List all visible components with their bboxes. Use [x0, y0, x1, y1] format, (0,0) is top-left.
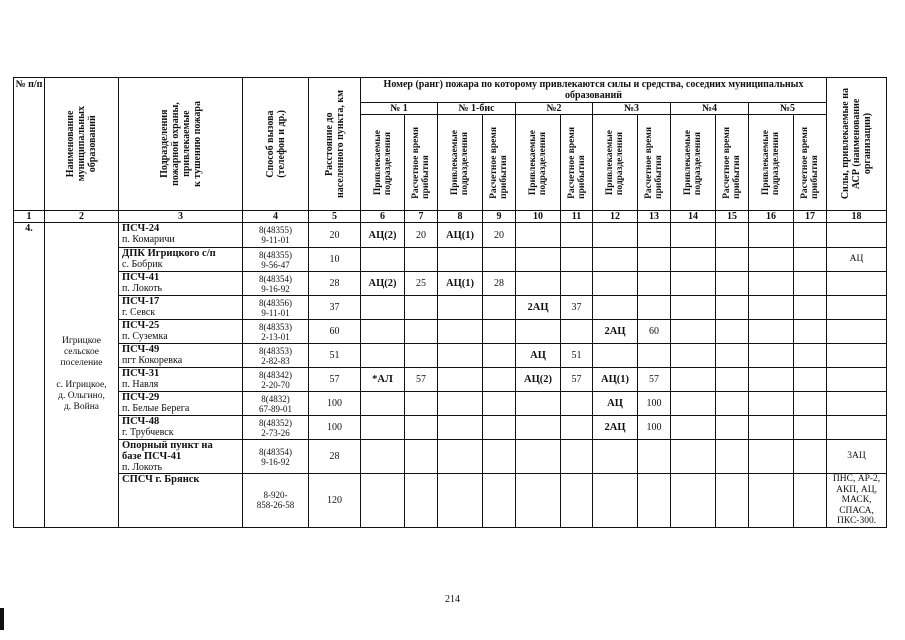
scan-edge-mark: [0, 608, 4, 630]
fire-unit-cell: [119, 248, 243, 272]
arrival-time: [561, 474, 593, 528]
fire-unit-place: п. Белые Берега: [122, 403, 190, 414]
arrival-time: [716, 440, 749, 474]
arrival-time: [561, 440, 593, 474]
assigned-units: [749, 223, 794, 248]
arrival-time: [794, 440, 827, 474]
assigned-units: [438, 392, 483, 416]
arrival-time: [638, 296, 671, 320]
assigned-units: [749, 320, 794, 344]
assigned-units: [361, 248, 405, 272]
header-rank-2: № 1-бис: [438, 103, 516, 115]
arrival-time: [716, 320, 749, 344]
arrival-time: [716, 223, 749, 248]
assigned-units: АЦ: [593, 392, 638, 416]
arrival-time: [561, 223, 593, 248]
header-sub-units: Привлекаемые подразделения: [438, 115, 483, 211]
arrival-time: [561, 272, 593, 296]
assigned-units: [516, 320, 561, 344]
asr-forces: [827, 368, 887, 392]
assigned-units: [749, 248, 794, 272]
fire-unit-name: ПСЧ-29: [122, 392, 160, 403]
arrival-time: [716, 344, 749, 368]
assigned-units: [361, 320, 405, 344]
arrival-time: [794, 392, 827, 416]
distance-km: 60: [309, 320, 361, 344]
arrival-time: [483, 368, 516, 392]
table-row: [14, 368, 887, 392]
header-sub-arrival-time: Расчетное время прибытия: [794, 115, 827, 211]
column-number: 14: [671, 211, 716, 223]
column-number: 11: [561, 211, 593, 223]
fire-unit-cell: [119, 416, 243, 440]
column-number: 3: [119, 211, 243, 223]
assigned-units: [361, 392, 405, 416]
distance-km: 100: [309, 392, 361, 416]
fire-unit-cell: [119, 368, 243, 392]
header-sub-arrival-time: Расчетное время прибытия: [716, 115, 749, 211]
assigned-units: [671, 392, 716, 416]
column-number: 16: [749, 211, 794, 223]
assigned-units: [671, 320, 716, 344]
arrival-time: 20: [405, 223, 438, 248]
assigned-units: [516, 416, 561, 440]
assigned-units: [671, 440, 716, 474]
assigned-units: 2АЦ: [593, 416, 638, 440]
arrival-time: [638, 272, 671, 296]
arrival-time: [716, 296, 749, 320]
arrival-time: [716, 416, 749, 440]
arrival-time: [405, 344, 438, 368]
call-phone: 8(48342) 2-20-70: [243, 368, 309, 392]
table-row: [14, 440, 887, 474]
fire-unit-name: ПСЧ-48: [122, 416, 160, 427]
arrival-time: [483, 474, 516, 528]
assigned-units: [671, 474, 716, 528]
arrival-time: [794, 320, 827, 344]
assigned-units: [593, 296, 638, 320]
assigned-units: *АЛ: [361, 368, 405, 392]
distance-km: 37: [309, 296, 361, 320]
assigned-units: [438, 320, 483, 344]
municipality-name: Игрицкое сельское поселение: [60, 336, 103, 369]
asr-forces: АЦ: [827, 248, 887, 272]
assigned-units: [749, 368, 794, 392]
assigned-units: [516, 223, 561, 248]
fire-unit-name: ДПК Игрицкого с/п: [122, 248, 216, 259]
fire-unit-cell: [119, 344, 243, 368]
assigned-units: АЦ(1): [593, 368, 638, 392]
arrival-time: [794, 248, 827, 272]
arrival-time: [638, 440, 671, 474]
distance-km: 120: [309, 474, 361, 528]
assigned-units: [361, 474, 405, 528]
assigned-units: [593, 272, 638, 296]
arrival-time: [794, 474, 827, 528]
arrival-time: 57: [405, 368, 438, 392]
assigned-units: [671, 416, 716, 440]
arrival-time: [716, 248, 749, 272]
arrival-time: 100: [638, 416, 671, 440]
assigned-units: [749, 272, 794, 296]
row-number: 4.: [14, 223, 45, 528]
assigned-units: [438, 416, 483, 440]
fire-unit-cell: [119, 272, 243, 296]
arrival-time: [794, 344, 827, 368]
assigned-units: [516, 272, 561, 296]
arrival-time: [405, 296, 438, 320]
arrival-time: 57: [561, 368, 593, 392]
asr-forces: [827, 272, 887, 296]
fire-unit-place: г. Севск: [122, 307, 156, 318]
arrival-time: [483, 416, 516, 440]
arrival-time: 28: [483, 272, 516, 296]
column-number: 1: [14, 211, 45, 223]
header-call-method: Способ вызова (телефон и др.): [243, 78, 309, 211]
arrival-time: 51: [561, 344, 593, 368]
arrival-time: [561, 248, 593, 272]
call-phone: 8(48356) 9-11-01: [243, 296, 309, 320]
arrival-time: 37: [561, 296, 593, 320]
assigned-units: [593, 344, 638, 368]
assigned-units: [749, 416, 794, 440]
fire-unit-place: п. Локоть: [122, 283, 163, 294]
assigned-units: [593, 474, 638, 528]
arrival-time: [716, 272, 749, 296]
arrival-time: 20: [483, 223, 516, 248]
assigned-units: [361, 416, 405, 440]
fire-unit-place: п. Суземка: [122, 331, 168, 342]
arrival-time: [638, 344, 671, 368]
assigned-units: [671, 248, 716, 272]
arrival-time: [405, 440, 438, 474]
header-sub-arrival-time: Расчетное время прибытия: [638, 115, 671, 211]
arrival-time: [794, 272, 827, 296]
assigned-units: АЦ(2): [516, 368, 561, 392]
assigned-units: [361, 296, 405, 320]
column-number: 15: [716, 211, 749, 223]
asr-forces: [827, 223, 887, 248]
fire-unit-name: ПСЧ-41: [122, 272, 160, 283]
table-row: [14, 416, 887, 440]
assigned-units: [593, 440, 638, 474]
fire-unit-name: ПСЧ-24: [122, 223, 160, 234]
asr-forces: 3АЦ: [827, 440, 887, 474]
call-phone: 8(48354) 9-16-92: [243, 272, 309, 296]
arrival-time: [405, 248, 438, 272]
assigned-units: 2АЦ: [593, 320, 638, 344]
table-row: [14, 474, 887, 528]
assigned-units: [438, 296, 483, 320]
header-rank-5: №4: [671, 103, 749, 115]
distance-km: 28: [309, 272, 361, 296]
header-sub-arrival-time: Расчетное время прибытия: [561, 115, 593, 211]
arrival-time: [405, 416, 438, 440]
arrival-time: [716, 392, 749, 416]
municipality-cell: [45, 223, 119, 528]
fire-unit-place: г. Трубчевск: [122, 427, 174, 438]
arrival-time: [483, 248, 516, 272]
fire-unit-name: Опорный пункт на базе ПСЧ-41: [122, 440, 213, 462]
header-rank-1: № 1: [361, 103, 438, 115]
fire-unit-name: ПСЧ-49: [122, 344, 160, 355]
call-phone: 8(4832) 67-89-01: [243, 392, 309, 416]
fire-unit-cell: [119, 320, 243, 344]
assigned-units: [516, 248, 561, 272]
call-phone: 8(48354) 9-16-92: [243, 440, 309, 474]
arrival-time: [561, 392, 593, 416]
fire-unit-place: п. Комаричи: [122, 234, 175, 245]
arrival-time: 60: [638, 320, 671, 344]
assigned-units: [671, 272, 716, 296]
distance-km: 57: [309, 368, 361, 392]
assigned-units: [671, 344, 716, 368]
fire-unit-place: п. Локоть: [122, 462, 163, 473]
assigned-units: [749, 474, 794, 528]
column-number: 13: [638, 211, 671, 223]
arrival-time: [794, 368, 827, 392]
header-sub-units: Привлекаемые подразделения: [671, 115, 716, 211]
assigned-units: [593, 223, 638, 248]
table-row: [14, 296, 887, 320]
header-rank-6: №5: [749, 103, 827, 115]
call-phone: 8(48355) 9-11-01: [243, 223, 309, 248]
arrival-time: [405, 474, 438, 528]
fire-unit-name: СПСЧ г. Брянск: [122, 474, 200, 485]
arrival-time: [716, 368, 749, 392]
assigned-units: [516, 474, 561, 528]
arrival-time: [638, 223, 671, 248]
fire-unit-name: ПСЧ-31: [122, 368, 160, 379]
table-row: [14, 320, 887, 344]
table-row: [14, 392, 887, 416]
assigned-units: [438, 474, 483, 528]
column-number: 2: [45, 211, 119, 223]
asr-forces: [827, 392, 887, 416]
fire-unit-cell: [119, 223, 243, 248]
assigned-units: [438, 344, 483, 368]
table-row: [14, 248, 887, 272]
page-number: 214: [445, 594, 460, 605]
asr-forces: [827, 416, 887, 440]
column-number: 7: [405, 211, 438, 223]
assigned-units: [593, 248, 638, 272]
header-rank-4: №3: [593, 103, 671, 115]
column-number: 4: [243, 211, 309, 223]
call-phone: 8-920- 858-26-58: [243, 474, 309, 528]
column-number: 9: [483, 211, 516, 223]
distance-km: 20: [309, 223, 361, 248]
assigned-units: АЦ(1): [438, 223, 483, 248]
arrival-time: [638, 248, 671, 272]
header-rank-3: №2: [516, 103, 593, 115]
distance-km: 51: [309, 344, 361, 368]
header-sub-units: Привлекаемые подразделения: [361, 115, 405, 211]
header-sub-arrival-time: Расчетное время прибытия: [483, 115, 516, 211]
table-row: [14, 223, 887, 248]
assigned-units: [516, 440, 561, 474]
arrival-time: [561, 416, 593, 440]
arrival-time: [405, 392, 438, 416]
column-number: 8: [438, 211, 483, 223]
table-row: [14, 344, 887, 368]
fire-unit-place: с. Бобрик: [122, 259, 163, 270]
column-number: 18: [827, 211, 887, 223]
arrival-time: [794, 223, 827, 248]
assigned-units: [749, 392, 794, 416]
column-number: 5: [309, 211, 361, 223]
distance-km: 100: [309, 416, 361, 440]
header-municipality: Наименование муниципальных образований: [45, 78, 119, 211]
arrival-time: [561, 320, 593, 344]
fire-unit-place: п. Навля: [122, 379, 159, 390]
arrival-time: [405, 320, 438, 344]
assigned-units: [749, 440, 794, 474]
fire-unit-place: пгт Кокоревка: [122, 355, 183, 366]
header-sub-units: Привлекаемые подразделения: [516, 115, 561, 211]
column-number: 6: [361, 211, 405, 223]
arrival-time: [638, 474, 671, 528]
call-phone: 8(48353) 2-82-83: [243, 344, 309, 368]
assigned-units: АЦ(2): [361, 223, 405, 248]
call-phone: 8(48355) 9-56-47: [243, 248, 309, 272]
call-phone: 8(48352) 2-73-26: [243, 416, 309, 440]
asr-forces: [827, 344, 887, 368]
distance-km: 10: [309, 248, 361, 272]
arrival-time: [794, 296, 827, 320]
header-row-number: № п/п: [14, 78, 45, 211]
header-asr-forces: Силы, привлекаемые на АСР (наименование организации): [827, 78, 887, 211]
assigned-units: [671, 368, 716, 392]
arrival-time: [483, 296, 516, 320]
assigned-units: [749, 296, 794, 320]
fire-unit-cell: [119, 440, 243, 474]
assigned-units: [671, 223, 716, 248]
assigned-units: [438, 248, 483, 272]
arrival-time: 100: [638, 392, 671, 416]
call-phone: 8(48353) 2-13-01: [243, 320, 309, 344]
column-number: 17: [794, 211, 827, 223]
header-sub-units: Привлекаемые подразделения: [593, 115, 638, 211]
fire-unit-cell: [119, 392, 243, 416]
municipality-settlements: с. Игрицкое, д. Ольгино, д. Война: [56, 380, 107, 413]
header-distance: Расстояние до населенного пункта, км: [309, 78, 361, 211]
header-sub-arrival-time: Расчетное время прибытия: [405, 115, 438, 211]
assigned-units: [438, 440, 483, 474]
distance-km: 28: [309, 440, 361, 474]
assigned-units: [516, 392, 561, 416]
table-row: [14, 272, 887, 296]
assigned-units: 2АЦ: [516, 296, 561, 320]
header-sub-units: Привлекаемые подразделения: [749, 115, 794, 211]
arrival-time: 25: [405, 272, 438, 296]
assigned-units: АЦ(2): [361, 272, 405, 296]
fire-unit-name: ПСЧ-25: [122, 320, 160, 331]
assigned-units: АЦ(1): [438, 272, 483, 296]
arrival-time: [483, 344, 516, 368]
asr-forces: [827, 320, 887, 344]
header-rank-group: Номер (ранг) пожара по которому привлекаются силы и средства, соседних муниципальных образований: [361, 78, 827, 103]
assigned-units: [438, 368, 483, 392]
assigned-units: АЦ: [516, 344, 561, 368]
asr-forces: [827, 296, 887, 320]
column-number: 10: [516, 211, 561, 223]
fire-unit-name: ПСЧ-17: [122, 296, 160, 307]
assigned-units: [749, 344, 794, 368]
arrival-time: [483, 320, 516, 344]
arrival-time: [483, 392, 516, 416]
column-number: 12: [593, 211, 638, 223]
arrival-time: 57: [638, 368, 671, 392]
arrival-time: [794, 416, 827, 440]
header-fire-units: Подразделения пожарной охраны, привлекаемые к тушению пожара: [119, 78, 243, 211]
fire-unit-cell: [119, 474, 243, 528]
assigned-units: [671, 296, 716, 320]
arrival-time: [716, 474, 749, 528]
asr-forces: ПНС, АР-2, АКП, АЦ, МАСК, СПАСА, ПКС-300.: [827, 474, 887, 528]
arrival-time: [483, 440, 516, 474]
assigned-units: [361, 344, 405, 368]
fire-resources-table: [13, 77, 887, 528]
fire-unit-cell: [119, 296, 243, 320]
assigned-units: [361, 440, 405, 474]
